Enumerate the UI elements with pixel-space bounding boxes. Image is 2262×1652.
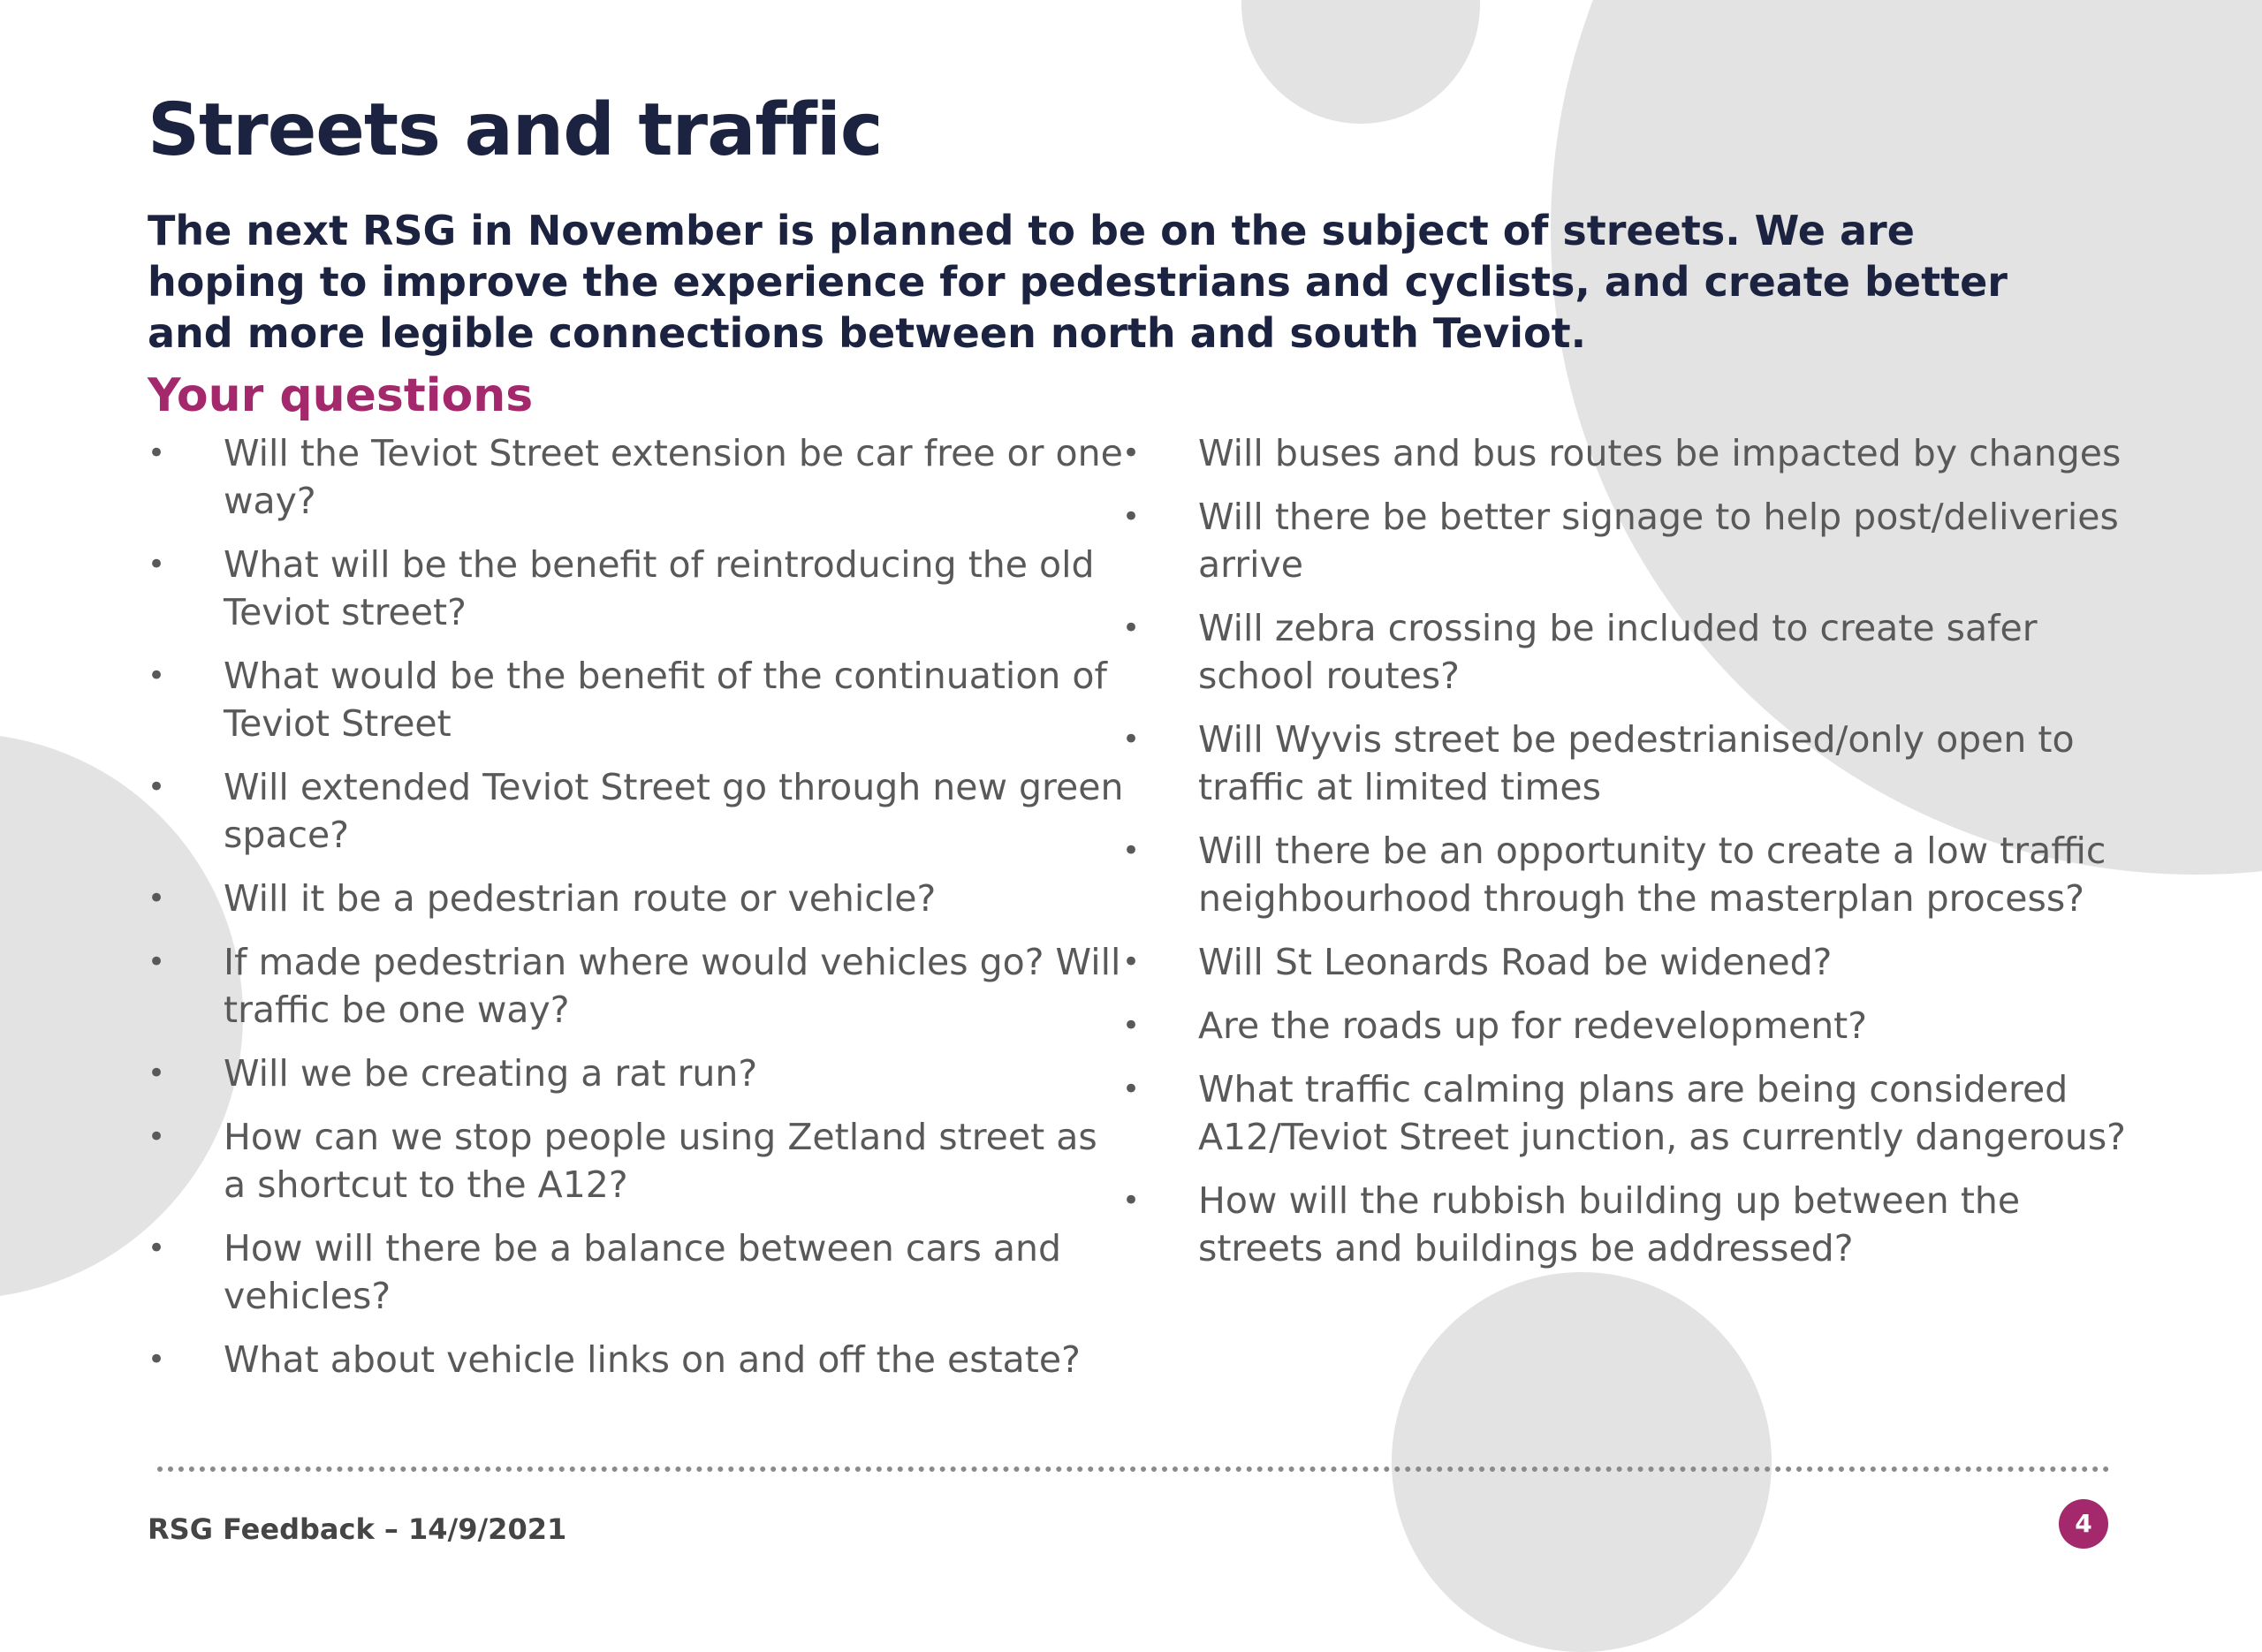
question-text: How will the rubbish building up between the streets and buildings be addressed? bbox=[1198, 1179, 2021, 1269]
bullet-icon: • bbox=[1122, 499, 1141, 534]
bullet-icon: • bbox=[148, 658, 166, 693]
question-item bbox=[1122, 604, 2129, 700]
question-item bbox=[1122, 429, 2129, 477]
question-text: Will we be creating a rat run? bbox=[224, 1052, 758, 1095]
bullet-icon: • bbox=[148, 1119, 166, 1155]
question-item bbox=[1122, 1177, 2129, 1272]
question-item bbox=[148, 652, 1128, 747]
question-text: What would be the benefit of the continuation of Teviot Street bbox=[224, 655, 1107, 745]
bullet-icon: • bbox=[1122, 1072, 1141, 1107]
question-text: How will there be a balance between cars and vehicles? bbox=[224, 1227, 1061, 1317]
question-item bbox=[148, 1113, 1128, 1209]
question-item bbox=[1122, 716, 2129, 811]
question-text: Will there be better signage to help post/deliveries arrive bbox=[1198, 496, 2119, 586]
bullet-icon: • bbox=[148, 1342, 166, 1377]
bullet-icon: • bbox=[1122, 610, 1141, 646]
bullet-icon: • bbox=[148, 1231, 166, 1266]
bullet-icon: • bbox=[1122, 1008, 1141, 1043]
section-heading: Your questions bbox=[148, 369, 534, 422]
bullet-icon: • bbox=[1122, 436, 1141, 471]
question-item bbox=[148, 763, 1128, 859]
question-item bbox=[1122, 938, 2129, 986]
question-text: What about vehicle links on and off the estate? bbox=[224, 1338, 1081, 1381]
bullet-icon: • bbox=[1122, 722, 1141, 757]
question-text: Will there be an opportunity to create a low traffic neighbourhood through the masterplan process? bbox=[1198, 830, 2106, 920]
bullet-icon: • bbox=[148, 881, 166, 916]
question-item bbox=[1122, 493, 2129, 588]
question-item bbox=[148, 938, 1128, 1034]
question-text: Will the Teviot Street extension be car free or one way? bbox=[224, 432, 1123, 522]
bullet-icon: • bbox=[148, 944, 166, 980]
bullet-icon: • bbox=[1122, 833, 1141, 868]
question-item bbox=[1122, 1002, 2129, 1050]
page-title: Streets and traffic bbox=[148, 88, 883, 172]
bullet-icon: • bbox=[148, 436, 166, 471]
question-item bbox=[148, 1050, 1128, 1097]
question-text: How can we stop people using Zetland street as a shortcut to the A12? bbox=[224, 1116, 1097, 1206]
footer-divider bbox=[157, 1466, 2110, 1472]
question-text: If made pedestrian where would vehicles go? Will traffic be one way? bbox=[224, 941, 1121, 1031]
question-item bbox=[148, 875, 1128, 922]
question-item bbox=[1122, 827, 2129, 922]
question-text: Will extended Teviot Street go through new green space? bbox=[224, 766, 1124, 856]
questions-list-left bbox=[148, 429, 1128, 1399]
question-text: Are the roads up for redevelopment? bbox=[1198, 1004, 1868, 1047]
questions-list-right bbox=[1122, 429, 2129, 1288]
question-text: Will zebra crossing be included to create safer school routes? bbox=[1198, 607, 2038, 697]
page-number-badge: 4 bbox=[2059, 1499, 2108, 1549]
intro-paragraph: The next RSG in November is planned to be on the subject of streets. We are hoping to improve the experience for pedestrians and cyclists, and create better and more legible connections between north and south Teviot. bbox=[148, 207, 2008, 357]
bullet-icon: • bbox=[1122, 1183, 1141, 1218]
question-item bbox=[148, 1224, 1128, 1320]
bullet-icon: • bbox=[148, 1056, 166, 1091]
bullet-icon: • bbox=[148, 769, 166, 805]
question-item bbox=[148, 1336, 1128, 1383]
bullet-icon: • bbox=[148, 547, 166, 582]
question-text: What traffic calming plans are being considered A12/Teviot Street junction, as currently dangerous? bbox=[1198, 1068, 2126, 1158]
question-text: Will buses and bus routes be impacted by changes bbox=[1198, 432, 2122, 474]
question-text: Will Wyvis street be pedestrianised/only open to traffic at limited times bbox=[1198, 718, 2075, 808]
question-text: What will be the benefit of reintroducing the old Teviot street? bbox=[224, 543, 1095, 633]
question-item bbox=[148, 541, 1128, 636]
bullet-icon: • bbox=[1122, 944, 1141, 980]
footer-text: RSG Feedback – 14/9/2021 bbox=[148, 1512, 567, 1546]
question-text: Will St Leonards Road be widened? bbox=[1198, 941, 1833, 983]
question-text: Will it be a pedestrian route or vehicle? bbox=[224, 877, 937, 920]
question-item bbox=[1122, 1065, 2129, 1161]
question-item bbox=[148, 429, 1128, 525]
